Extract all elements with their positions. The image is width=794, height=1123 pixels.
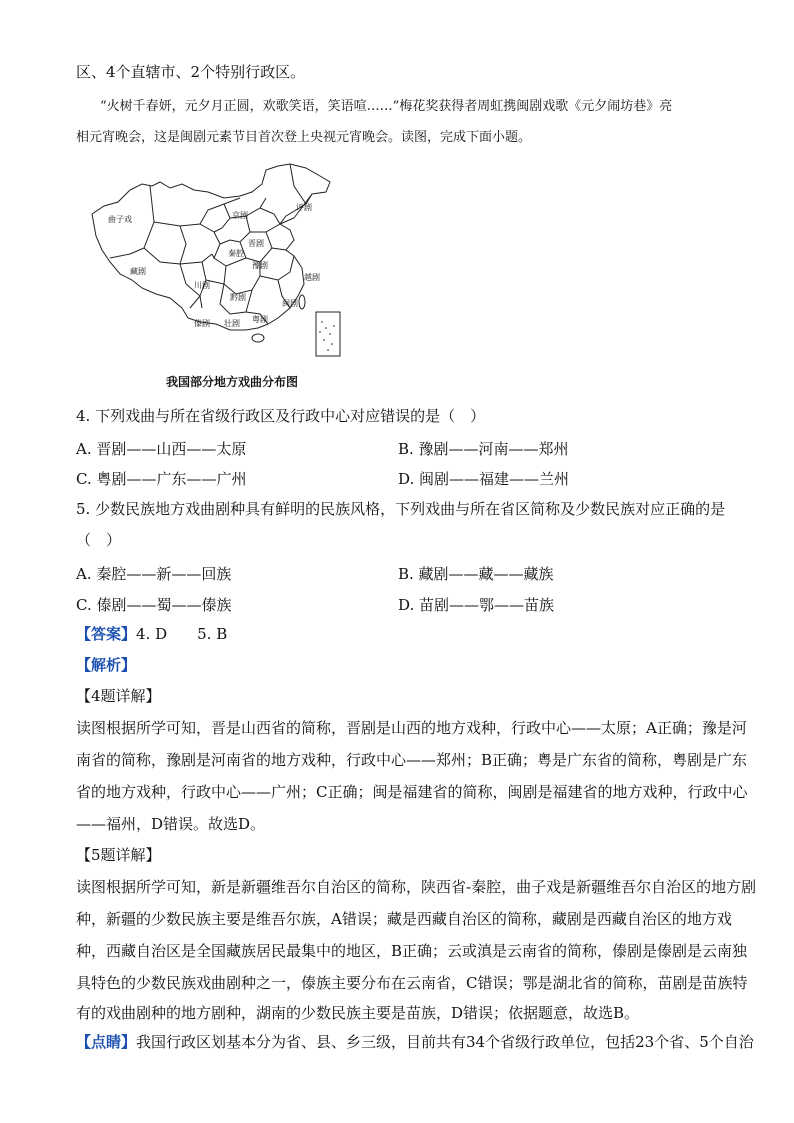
intro-line-2: 相元宵晚会，这是闽剧元素节目首次登上央视元宵晚会。读图，完成下面小题。 [76, 130, 532, 145]
q5-option-a: A. 秦腔——新——回族 [76, 565, 232, 583]
label-chuanju: 川剧 [194, 281, 210, 290]
q4-option-d: D. 闽剧——福建——兰州 [398, 470, 570, 488]
q4-option-a: A. 晋剧——山西——太原 [76, 440, 247, 458]
label-zangju: 藏剧 [130, 267, 146, 276]
label-zhuangju: 壮剧 [224, 319, 240, 328]
detail4-line: 省的地方戏种，行政中心——广州；C正确；闽是福建省的简称，闽剧是福建省的地方戏种，行政中心 [76, 783, 748, 801]
detail5-line: 具特色的少数民族戏曲剧种之一，傣族主要分布在云南省，C错误；鄂是湖北省的简称，苗剧是苗族特 [76, 974, 748, 992]
q5-stem-bracket: （ ） [76, 531, 122, 549]
china-opera-map [90, 162, 346, 362]
label-yuju: 豫剧 [252, 261, 268, 270]
note-text: 我国行政区划基本分为省、县、乡三级，目前共有34个省级行政单位，包括23个省、5个自治 [136, 1033, 754, 1051]
q4-stem: 4. 下列戏曲与所在省级行政区及行政中心对应错误的是（ ） [76, 407, 486, 425]
q5-option-d: D. 苗剧——鄂——苗族 [398, 596, 555, 614]
detail5-line: 种，西藏自治区是全国藏族居民最集中的地区，B正确；云或滇是云南省的简称，傣剧是傣剧是云南独 [76, 942, 748, 960]
intro-line-1: “火树千春妍，元夕月正圆，欢歌笑语，笑语喧……”梅花奖获得者周虹携闽剧戏歌《元夕闹坊巷》亮 [100, 99, 673, 114]
q4-option-c: C. 粤剧——广东——广州 [76, 470, 247, 488]
label-yueju-gd: 粤剧 [252, 315, 268, 324]
label-qinqiang: 秦腔 [228, 249, 244, 258]
detail5-line: 读图根据所学可知，新是新疆维吾尔自治区的简称，陕西省-秦腔，曲子戏是新疆维吾尔自治区的地方剧 [76, 878, 757, 896]
detail5-line: 有的戏曲剧种的地方剧种，湖南的少数民族主要是苗族，D错误；依据题意，故选B。 [76, 1004, 640, 1022]
label-jingju: 京剧 [232, 211, 248, 220]
answer-text: 4. D 5. B [136, 625, 228, 643]
detail4-label: 【4题详解】 [76, 687, 161, 705]
map-caption: 我国部分地方戏曲分布图 [166, 375, 299, 389]
top-line: 区、4个直辖市、2个特别行政区。 [76, 63, 306, 81]
label-quzixi: 曲子戏 [108, 215, 132, 224]
label-daiju: 傣剧 [194, 319, 210, 328]
detail4-line: 读图根据所学可知，晋是山西省的简称，晋剧是山西的地方戏种，行政中心——太原；A正确；豫是河 [76, 719, 747, 737]
note-line [76, 1032, 754, 1052]
q5-option-c: C. 傣剧——蜀——傣族 [76, 596, 232, 614]
label-yueju-zj: 越剧 [304, 273, 320, 282]
q5-stem: 5. 少数民族地方戏曲剧种具有鲜明的民族风格，下列戏曲与所在省区简称及少数民族对应正确的是 [76, 500, 726, 518]
detail5-line: 种，新疆的少数民族主要是维吾尔族，A错误；藏是西藏自治区的简称，藏剧是西藏自治区的地方戏 [76, 910, 732, 928]
answer-line [76, 624, 227, 644]
detail5-label: 【5题详解】 [76, 846, 161, 864]
detail4-line: 南省的简称，豫剧是河南省的地方戏种，行政中心——郑州；B正确；粤是广东省的简称，粤剧是广东 [76, 751, 748, 769]
label-pingju: 评剧 [296, 203, 312, 212]
detail4-line: ——福州，D错误。故选D。 [76, 815, 266, 833]
q5-option-b: B. 藏剧——藏——藏族 [398, 565, 554, 583]
south-china-sea-inset [316, 312, 340, 356]
label-jinju: 晋剧 [248, 239, 264, 248]
q4-option-b: B. 豫剧——河南——郑州 [398, 440, 569, 458]
label-minju: 闽剧 [282, 299, 298, 308]
note-label: 【点睛】 [76, 1033, 137, 1051]
analysis-label: 【解析】 [76, 656, 137, 674]
label-qianju: 黔剧 [230, 293, 246, 302]
answer-label: 【答案】 [76, 625, 137, 643]
